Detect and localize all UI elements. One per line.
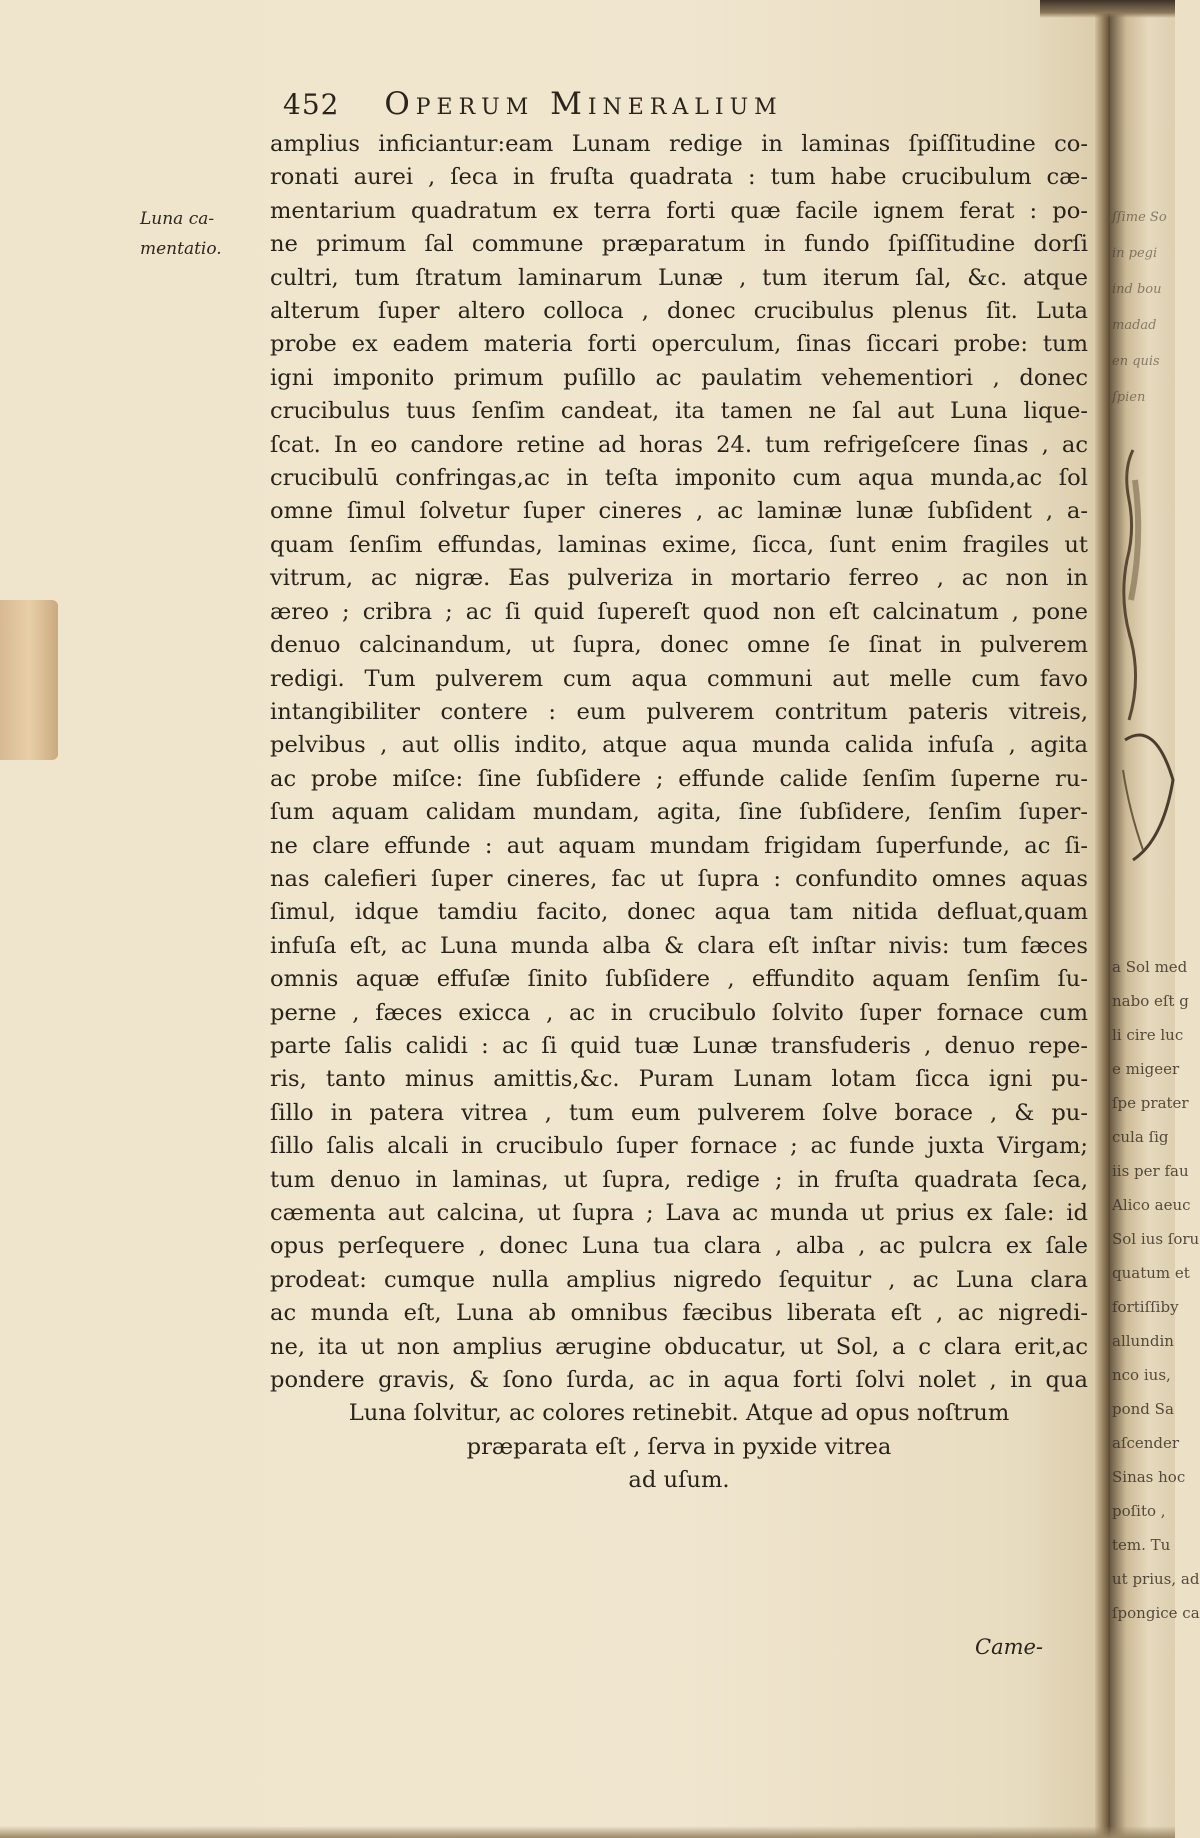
book-gutter bbox=[1095, 0, 1110, 1838]
margin-note bbox=[140, 204, 250, 264]
facing-page-fragment: Sol ius ſoru bbox=[1112, 1230, 1200, 1248]
text-line: igni imponito primum puſillo ac paulatim vehementiori , donec bbox=[270, 364, 1088, 391]
facing-page-fragment: quatum et bbox=[1112, 1264, 1190, 1282]
text-line: ſum aquam calidam mundam, agita, ſine ſubſidere, ſenſim ſuper- bbox=[270, 799, 1088, 826]
text-line: ſimul, idque tamdiu facito, donec aqua tam nitida defluat,quam bbox=[270, 899, 1088, 926]
text-line: nas calefieri ſuper cineres, fac ut ſupra : confundito omnes aquas bbox=[270, 865, 1088, 892]
text-line: mentarium quadratum ex terra forti quæ facile ignem ferat : po- bbox=[270, 197, 1088, 224]
facing-page-fragment: li cire luc bbox=[1112, 1026, 1184, 1044]
text-line: intangibiliter contere : eum pulverem contritum pateris vitreis, bbox=[270, 698, 1088, 725]
closing-line: præparata eſt , ſerva in pyxide vitrea bbox=[466, 1433, 892, 1460]
text-line: ne, ita ut non amplius ærugine obducatur, ut Sol, a c clara erit,ac bbox=[270, 1333, 1088, 1360]
text-line: omne ſimul ſolvetur ſuper cineres , ac laminæ lunæ ſubſident , a- bbox=[270, 498, 1088, 525]
text-line: ſillo in patera vitrea , tum eum pulverem ſolve borace , & pu- bbox=[270, 1099, 1088, 1126]
facing-page-fragment: en quis bbox=[1112, 354, 1160, 369]
text-line: infuſa eſt, ac Luna munda alba & clara eſt inſtar nivis: tum fæces bbox=[270, 932, 1088, 959]
text-line: tum denuo in laminas, ut ſupra, redige ; in fruſta quadrata ſeca, bbox=[270, 1166, 1088, 1193]
body-text bbox=[270, 128, 1088, 1498]
text-line: ris, tanto minus amittis,&c. Puram Lunam lotam ſicca igni pu- bbox=[270, 1066, 1088, 1093]
text-line: redigi. Tum pulverem cum aqua communi aut melle cum favo bbox=[270, 665, 1088, 692]
text-line: cæmenta aut calcina, ut ſupra ; Lava ac munda ut prius ex ſale: id bbox=[270, 1200, 1088, 1226]
facing-page-text-upper bbox=[1112, 200, 1172, 416]
margin-note-line: Luna ca- bbox=[140, 209, 215, 229]
facing-page-fragment: ut prius, ad bbox=[1112, 1570, 1200, 1588]
text-line: ſillo ſalis alcali in crucibulo ſuper fornace ; ac funde juxta Virgam; bbox=[270, 1133, 1088, 1160]
text-line: ac probe miſce: ſine ſubſidere ; effunde calide ſenſim ſuperne ru- bbox=[270, 765, 1088, 792]
text-line: æreo ; cribra ; ac ſi quid ſupereſt quod non eſt calcinatum , pone bbox=[270, 598, 1088, 625]
text-line: quam ſenſim effundas, laminas exime, ſicca, ſunt enim fragiles ut bbox=[270, 531, 1088, 558]
facing-page-fragment: Sinas hoc bbox=[1112, 1468, 1186, 1486]
facing-page-fragment: nco ius, bbox=[1112, 1366, 1171, 1384]
running-head bbox=[283, 86, 783, 122]
text-line: parte ſalis calidi : ac ſi quid tuæ Lunæ transfuderis , denuo repe- bbox=[270, 1032, 1088, 1059]
text-line: prodeat: cumque nulla amplius nigredo ſequitur , ac Luna clara bbox=[270, 1266, 1088, 1293]
text-line: perne , fæces exicca , ac in crucibulo ſolvito ſuper fornace cum bbox=[270, 999, 1088, 1026]
paper-tab bbox=[0, 600, 58, 760]
facing-page-fragment: ſſime So bbox=[1112, 210, 1167, 225]
facing-page-fragment: tem. Tu bbox=[1112, 1536, 1171, 1554]
page-top-shadow bbox=[1040, 0, 1175, 18]
facing-page-fragment: ſpien bbox=[1112, 390, 1146, 405]
facing-page-fragment: poſito , bbox=[1112, 1502, 1166, 1520]
running-title: Operum Mineralium bbox=[384, 86, 783, 122]
text-line: ronati aurei , ſeca in fruſta quadrata : tum habe crucibulum cæ- bbox=[270, 164, 1088, 191]
text-line: ne clare effunde : aut aquam mundam frigidam ſuperfunde, ac ſi- bbox=[270, 832, 1088, 859]
text-line: vitrum, ac nigræ. Eas pulveriza in mortario ferreo , ac non in bbox=[270, 565, 1088, 592]
text-line: ne primum ſal commune præparatum in fundo ſpiſſitudine dorſi bbox=[270, 231, 1088, 258]
facing-page-fragment: cula ſig bbox=[1112, 1128, 1169, 1146]
facing-page-fragment: fortiſſiby bbox=[1112, 1298, 1179, 1316]
facing-page-fragment: in pegi bbox=[1112, 246, 1158, 261]
text-line: denuo calcinandum, ut ſupra, donec omne ſe ſinat in pulverem bbox=[270, 632, 1088, 659]
closing-line: ad uſum. bbox=[628, 1467, 730, 1494]
page-bottom-shadow bbox=[0, 1826, 1175, 1838]
text-line: pelvibus , aut ollis indito, atque aqua munda calida infuſa , agita bbox=[270, 732, 1088, 759]
text-line: omnis aquæ effuſæ ſinito ſubſidere , effundito aquam ſenſim ſu- bbox=[270, 966, 1088, 993]
text-line: cultri, tum ſtratum laminarum Lunæ , tum iterum ſal, &c. atque bbox=[270, 264, 1088, 291]
text-line: ac munda eſt, Luna ab omnibus fæcibus liberata eſt , ac nigredi- bbox=[270, 1300, 1088, 1327]
text-line: crucibulū confringas,ac in teſta imponito cum aqua munda,ac ſol bbox=[270, 465, 1088, 492]
facing-page-fragment: e migeer bbox=[1112, 1060, 1180, 1078]
facing-page-fragment: Alico aeuc bbox=[1112, 1196, 1191, 1214]
text-line: opus perſequere , donec Luna tua clara , alba , ac pulcra ex ſale bbox=[270, 1233, 1088, 1260]
catchword: Came- bbox=[975, 1635, 1044, 1659]
text-line: ſcat. In eo candore retine ad horas 24. tum refrigeſcere ſinas , ac bbox=[270, 431, 1088, 458]
text-line: alterum ſuper altero colloca , donec crucibulus plenus ſit. Luta bbox=[270, 298, 1088, 325]
facing-page-illustration bbox=[1115, 440, 1175, 1000]
page-number: 452 bbox=[283, 88, 340, 121]
facing-page-text-lower bbox=[1112, 950, 1200, 1630]
text-line: amplius inficiantur:eam Lunam redige in laminas ſpiſſitudine co- bbox=[270, 131, 1088, 157]
facing-page-fragment: ſpongice ca bbox=[1112, 1604, 1200, 1622]
text-line: probe ex eadem materia forti operculum, ſinas ſiccari probe: tum bbox=[270, 331, 1088, 358]
facing-page-fragment: allundin bbox=[1112, 1332, 1174, 1350]
facing-page-fragment: ind bou bbox=[1112, 282, 1162, 297]
facing-page-fragment: madad bbox=[1112, 318, 1157, 333]
facing-page-fragment: a Sol med bbox=[1112, 958, 1188, 976]
text-line: pondere gravis, & ſono ſurda, ac in aqua forti ſolvi nolet , in qua bbox=[270, 1367, 1088, 1394]
closing-line: Luna ſolvitur, ac colores retinebit. Atque ad opus noſtrum bbox=[348, 1400, 1010, 1427]
facing-page-fragment: nabo eſt g bbox=[1112, 992, 1189, 1010]
text-line: crucibulus tuus ſenſim candeat, ita tamen ne ſal aut Luna lique- bbox=[270, 398, 1088, 425]
facing-page-fragment: ſpe prater bbox=[1112, 1094, 1189, 1112]
margin-note-line: mentatio. bbox=[140, 239, 222, 259]
facing-page-fragment: iis per fau bbox=[1112, 1162, 1189, 1180]
facing-page-fragment: pond Sa bbox=[1112, 1400, 1174, 1418]
facing-page-fragment: aſcender bbox=[1112, 1434, 1180, 1452]
